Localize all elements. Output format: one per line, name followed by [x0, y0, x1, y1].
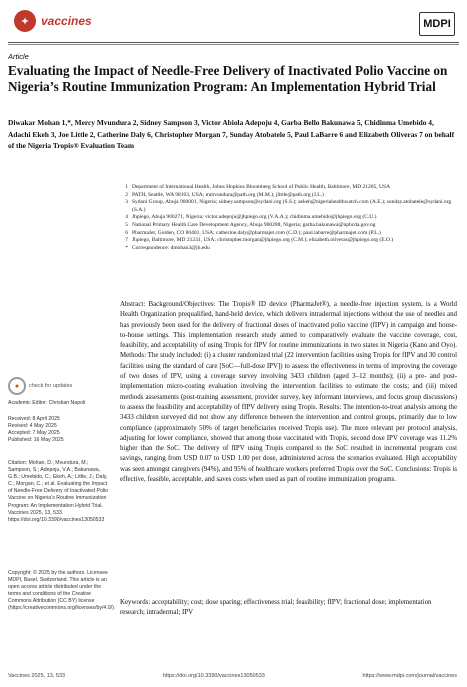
- header-rule-2: [8, 44, 459, 45]
- affiliation-number: *: [125, 244, 128, 251]
- affiliation-item: [120, 199, 457, 214]
- journal-name: vaccines: [41, 14, 92, 28]
- date-item: Received: 8 April 2025: [8, 416, 60, 422]
- affiliation-number: 2: [125, 191, 128, 198]
- affiliation-number: 5: [125, 221, 128, 228]
- affiliation-number: 3: [125, 199, 128, 206]
- dates: [8, 416, 112, 444]
- affiliation-number: 1: [125, 184, 128, 190]
- footer-doi[interactable]: https://doi.org/10.3390/vaccines13050533: [162, 673, 265, 679]
- article-title: Evaluating the Impact of Needle-Free Delivery of Inactivated Polio Vaccine on Nigeria’s Routine Immunization Program: An Implementation Hybrid Trial: [8, 63, 448, 94]
- author-list: Diwakar Mohan 1,*, Mercy Mvundura 2, Sidney Sampson 3, Victor Abiola Adepoju 4, Garba Bello Bakunawa 5, Chidinma Umebido 4, Adachi Ekeh 3, Joe Little 2, Catherine Daly 6, Christopher Morgan 7, Sunday Atobatele 5, Paul LaBarre 6 and Elizabeth Oliveras 7 on behalf of the Nigeria Tropis® Evaluation Team: [8, 118, 455, 151]
- affiliation-number: 6: [125, 229, 128, 236]
- affiliation-text: Jhpiego, Abuja 900271, Nigeria; victor.adepoju@jhpiego.org (V.A.A.); chidinma.umebido@jhpiego.org (C.U.): [132, 214, 377, 221]
- affiliation-text: Department of International Health, Johns Hopkins Bloomberg School of Public Health, Baltimore, MD 21205, USA: [132, 184, 391, 190]
- journal-logo-icon: ✦: [14, 10, 36, 32]
- check-for-updates[interactable]: [8, 377, 72, 395]
- affiliation-item: [120, 245, 457, 253]
- affiliation-number: 7: [125, 237, 128, 244]
- date-item: Revised: 4 May 2025: [8, 423, 57, 430]
- affiliation-text: National Primary Health Care Development Agency, Abuja 900288, Nigeria; garba.bakunawa@nphcda.gov.ng: [132, 221, 376, 228]
- publisher-logo: [419, 12, 455, 36]
- affiliation-text: Correspondence: dmohan3@jh.edu: [132, 244, 210, 251]
- page-footer: [8, 673, 457, 679]
- header-rule: [8, 42, 459, 43]
- journal-header: [14, 10, 92, 32]
- affiliation-item: [120, 214, 457, 222]
- abstract: Abstract: Background/Objectives: The Tropis® ID device (PharmaJet®), a needle-free injection system, is a World Health Organization prequalified, hand-held device, which delivers intradermal injections without the use of needles and has previously been used for the delivery of fractional doses of inactivated polio vaccine (fIPV) in campaign and house-to-house settings. This implementation research study aimed to comparatively evaluate the vaccine coverage, cost, feasibility, and acceptability of using Tropis for fIPV for routine immunizations in two states in Nigeria (Kano and Oyo). Methods: The study included: (i) a cluster randomized trial (22 intervention facilities using Tropis for fIPV and 30 control facilities using the standard of care [SoC—full-dose IPV]) to assess the effectiveness in terms of improving the coverage of two doses of IPV, using a coverage survey involving 3433 children (aged 3–12 months); (ii) a pre- and post-implementation micro-costing evaluation involving the intervention facilities to estimate the costs; and (iii) mixed methods assessments (post-training assessment, provider survey, key informant interviews, and focus group discussions) to assess the feasibility and acceptability of fIPV delivery using Tropis. Results: The intention-to-treat analysis among the 3433 children surveyed did not show any difference between the intervention and control groups, primarily due to low compliance (approximately 50% of target beneficiaries received Tropis use). The more relevant per protocol analysis, adjusting for lower compliance, showed that among those vaccinated with Tropis, second dose IPV coverage was 11.2% higher than the SoC. The delivery of fIPV using Tropis compared to the SoC resulted in incremental program cost savings, ranging from USD 0.07 to USD 1.00 per dose, administered across the scenarios evaluated. High acceptability was seen amongst caregivers (94%), and 95% of healthcare workers preferred Tropis over the SoC. Conclusions: Tropis is effective, feasible, acceptable, and saves costs when used as part of routine immunization programs.: [120, 301, 458, 484]
- affiliations: [120, 184, 457, 252]
- affiliation-number: 4: [125, 214, 128, 221]
- article-type: Article: [8, 52, 29, 61]
- affiliation-item: [120, 222, 457, 230]
- footer-journal-url[interactable]: https://www.mdpi.com/journal/vaccines: [362, 673, 457, 679]
- affiliation-text: PharmaJet, Golden, CO 80401, USA; catherine.daly@pharmajet.com (C.D.); paul.labarre@pharmajet.com (P.L.): [132, 229, 381, 236]
- copyright: Copyright: © 2025 by the authors. Licensee MDPI, Basel, Switzerland. This article is an open access article distributed under the terms and conditions of the Creative Commons Attribution (CC BY) license (https://creativecommons.org/licenses/by/4.0/).: [8, 570, 116, 612]
- citation: Citation: Mohan, D.; Mvundura, M.; Sampson, S.; Adepoju, V.A.; Bakunawa, G.B.; Umebido, C.; Ekeh, A.; Little, J.; Daly, C.; Morgan, C.; et al. Evaluating the Impact of Needle-Free Delivery of Inactivated Polio Vaccine on Nigeria’s Routine Immunization Program: An Implementation Hybrid Trial. Vaccines 2025, 13, 533. https://doi.org/10.3390/vaccines13050533: [8, 460, 109, 523]
- footer-citation: Vaccines 2025, 13, 533: [8, 673, 66, 679]
- academic-editor: Academic Editor: Christian Napoli: [8, 400, 86, 406]
- affiliation-text: PATH, Seattle, WA 98103, USA; mmvundura@path.org (M.M.); jlittle@path.org (J.L.): [132, 191, 324, 198]
- date-item: Published: 16 May 2025: [8, 437, 64, 444]
- mdpi-logo-icon: MDPI: [419, 12, 455, 36]
- check-updates-label: check for updates: [29, 383, 73, 389]
- affiliation-text: Jhpiego, Baltimore, MD 21231, USA; christopher.morgan@jhpiego.org (C.M.); elizabeth.oliveras@jhpiego.org (E.O.): [132, 237, 394, 244]
- date-item: Accepted: 7 May 2025: [8, 430, 60, 437]
- affiliation-item: [120, 184, 457, 192]
- keywords: Keywords: acceptability; cost; dose sparing; effectiveness trial; feasibility; fIPV; fractional dose; implementation research; intradermal; IPV: [120, 599, 432, 617]
- affiliation-text: Sydani Group, Abuja 900001, Nigeria; sidney.sampson@sydani.org (S.S.); aekeh@nigeriahealthwatch.com (A.E.); sunday.atobatele@sydani.org (S.A.): [132, 199, 452, 213]
- check-updates-icon: ●: [8, 377, 26, 395]
- affiliation-item: [120, 237, 457, 245]
